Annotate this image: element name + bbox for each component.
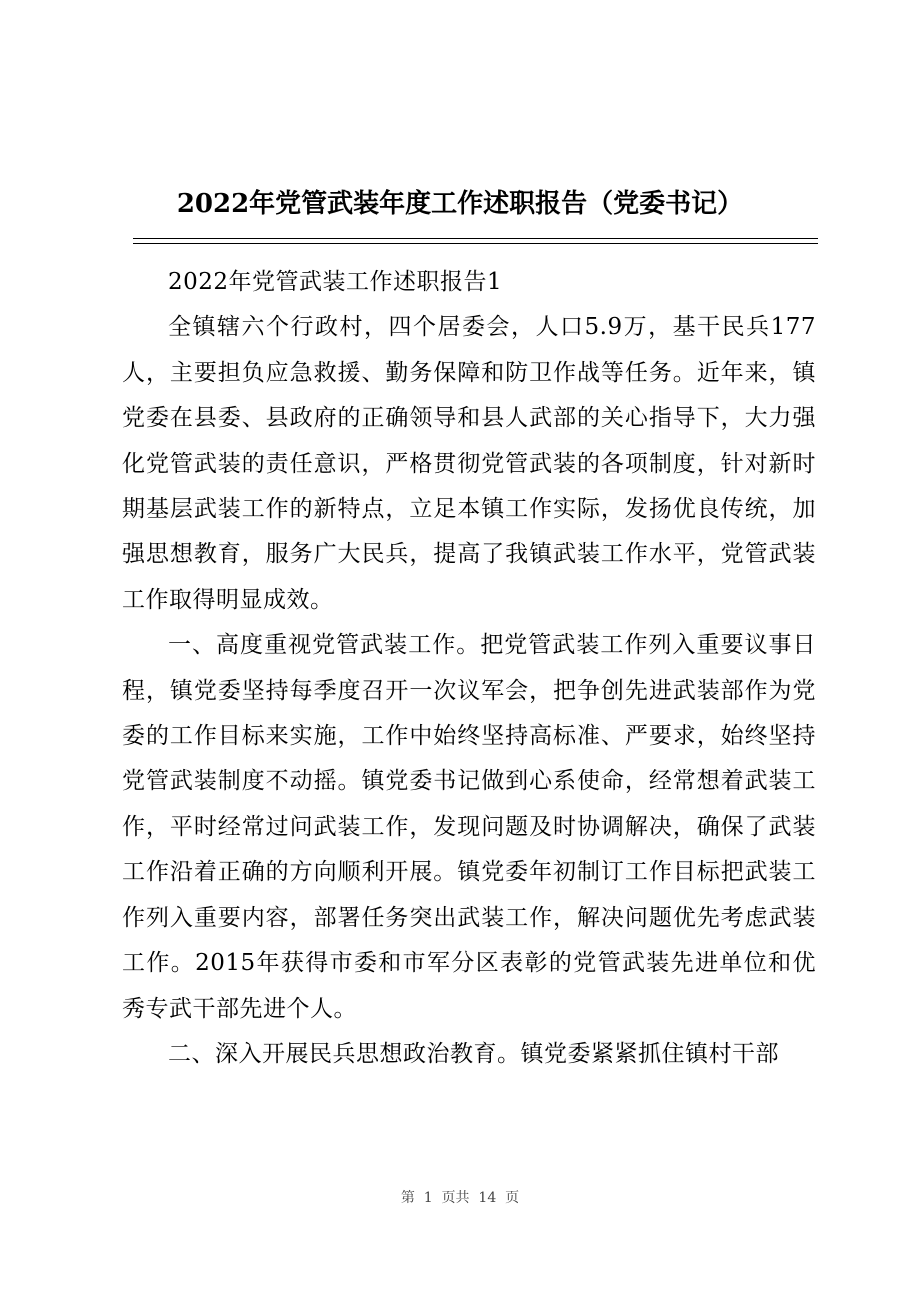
paragraph-overview: 全镇辖六个行政村，四个居委会，人口5.9万，基干民兵177人，主要担负应急救援、勤务保障和防卫作战等任务。近年来，镇党委在县委、县政府的正确领导和县人武部的关心指导下，大力强化党管武装的责任意识，严格贯彻党管武装的各项制度，针对新时期基层武装工作的新特点，立足本镇工作实际，发扬优良传统，加强思想教育，服务广大民兵，提高了我镇武装工作水平，党管武装工作取得明显成效。 [122,314,816,613]
page-footer: 第 1 页共 14 页 [400,1190,520,1206]
document-body [122,260,816,1077]
document-title: 2022年党管武装年度工作述职报告（党委书记） [176,189,744,219]
paragraph-section-1: 一、高度重视党管武装工作。把党管武装工作列入重要议事日程，镇党委坚持每季度召开一次议军会，把争创先进武装部作为党委的工作目标来实施，工作中始终坚持高标准、严要求，始终坚持党管武装制度不动摇。镇党委书记做到心系使命，经常想着武装工作，平时经常过问武装工作，发现问题及时协调解决，确保了武装工作沿着正确的方向顺利开展。镇党委年初制订工作目标把武装工作列入重要内容，部署任务突出武装工作，解决问题优先考虑武装工作。2015年获得市委和市军分区表彰的党管武装先进单位和优秀专武干部先进个人。 [122,632,816,1022]
paragraph-section-2: 二、深入开展民兵思想政治教育。镇党委紧紧抓住镇村干部 [168,1040,779,1067]
section-subtitle: 2022年党管武装工作述职报告1 [168,269,503,295]
title-double-rule [133,238,818,244]
